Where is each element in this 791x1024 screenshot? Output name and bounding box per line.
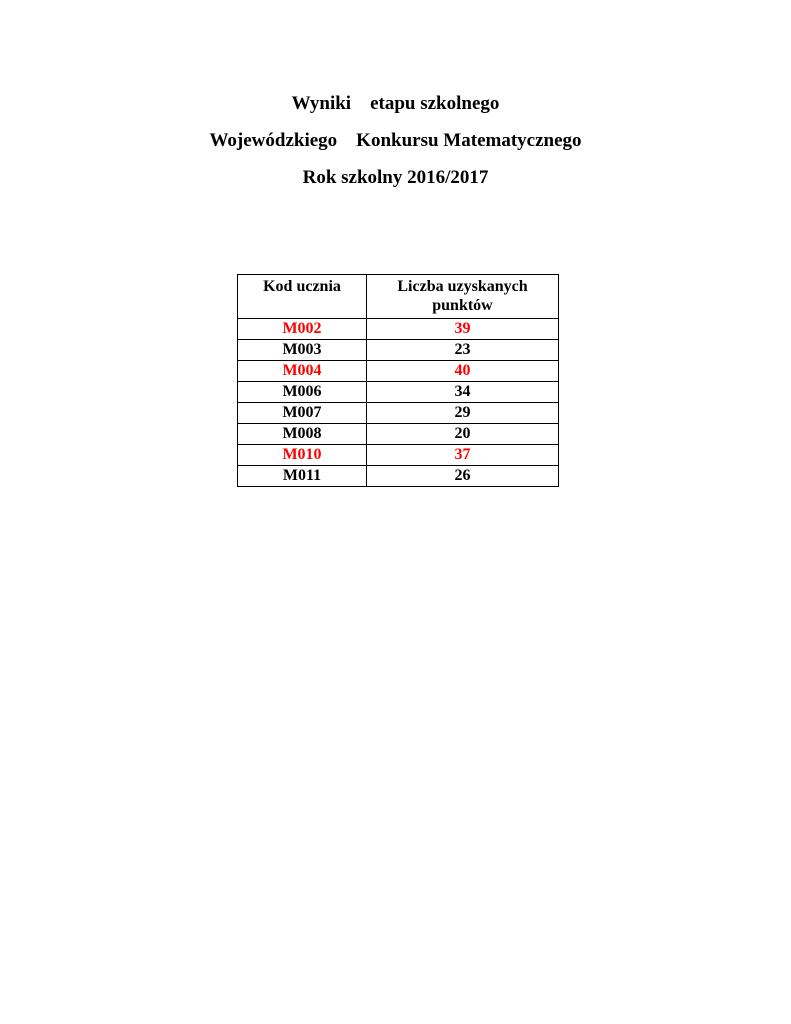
- student-code-cell: M003: [238, 340, 367, 361]
- points-cell: 39: [367, 319, 559, 340]
- student-code-cell: M006: [238, 382, 367, 403]
- header-points: Liczba uzyskanych punktów: [367, 275, 559, 319]
- table-row: [238, 361, 559, 382]
- table-row: [238, 466, 559, 487]
- title-line-2: Wojewódzkiego Konkursu Matematycznego: [209, 130, 582, 151]
- points-cell: 23: [367, 340, 559, 361]
- table-row: [238, 382, 559, 403]
- points-cell: 29: [367, 403, 559, 424]
- table-row: [238, 424, 559, 445]
- table-row: [238, 340, 559, 361]
- student-code-cell: M004: [238, 361, 367, 382]
- results-table: [237, 274, 559, 487]
- table-header-row: [238, 275, 559, 319]
- student-code-cell: M002: [238, 319, 367, 340]
- student-code-cell: M010: [238, 445, 367, 466]
- points-cell: 37: [367, 445, 559, 466]
- student-code-cell: M008: [238, 424, 367, 445]
- header-student-code: Kod ucznia: [238, 275, 367, 319]
- points-cell: 26: [367, 466, 559, 487]
- title-line-1: Wyniki etapu szkolnego: [291, 93, 500, 114]
- table-row: [238, 445, 559, 466]
- student-code-cell: M007: [238, 403, 367, 424]
- student-code-cell: M011: [238, 466, 367, 487]
- table-row: [238, 403, 559, 424]
- table-row: [238, 319, 559, 340]
- points-cell: 34: [367, 382, 559, 403]
- points-cell: 40: [367, 361, 559, 382]
- points-cell: 20: [367, 424, 559, 445]
- title-line-3: Rok szkolny 2016/2017: [302, 167, 489, 188]
